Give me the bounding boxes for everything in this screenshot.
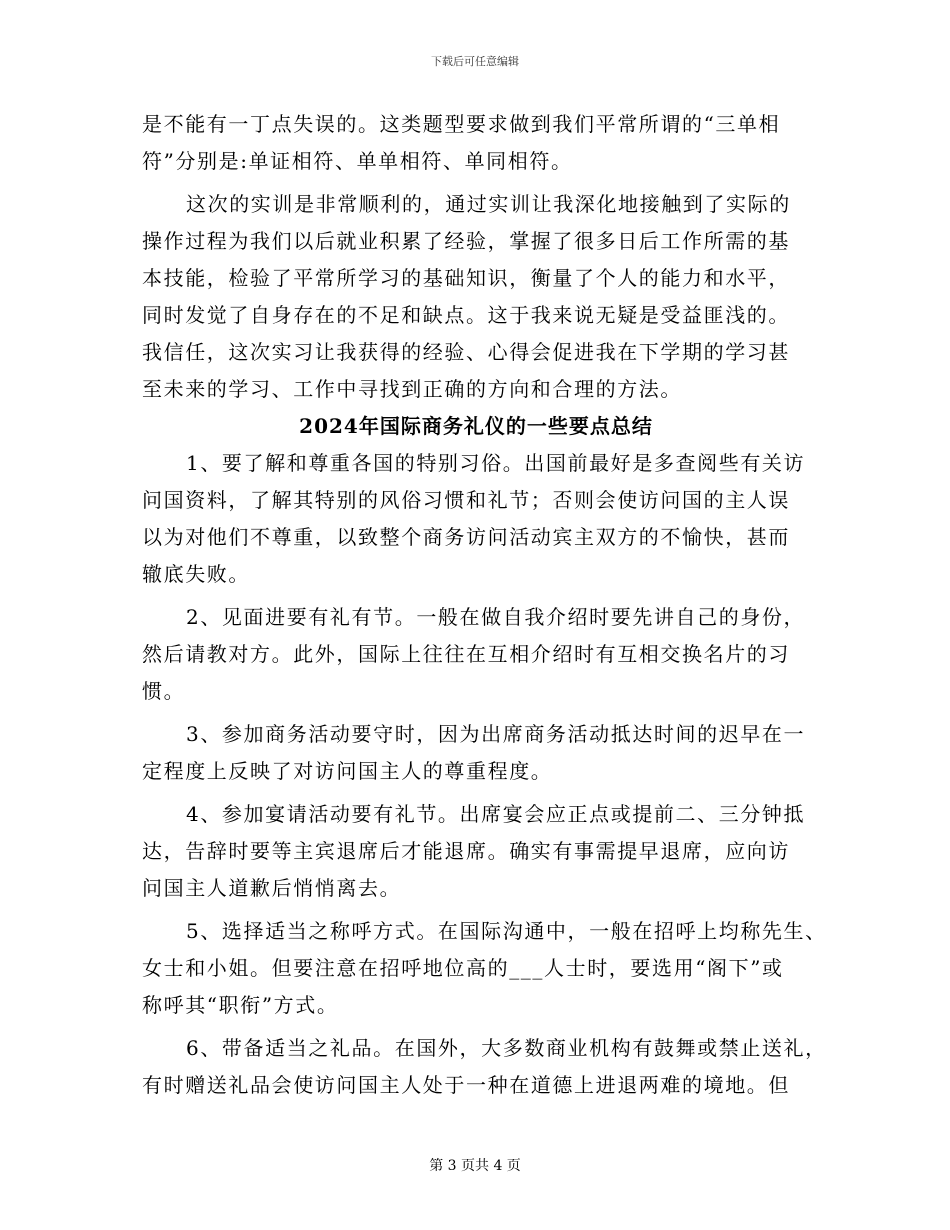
text-line: 女士和小姐。但要注意在招呼地位高的___人士时，要选用“阁下”或 (142, 956, 784, 980)
page-header: 下载后可任意编辑 (431, 55, 519, 68)
list-item (142, 1030, 827, 1104)
paragraph (142, 106, 810, 180)
text-line: 本技能，检验了平常所学习的基础知识，衡量了个人的能力和水平， (142, 266, 790, 290)
text-line: 然后请教对方。此外，国际上往往在互相介绍时有互相交换名片的习 (142, 642, 790, 666)
text-line: 3、参加商务活动要守时，因为出席商务活动抵达时间的迟早在一 (186, 722, 806, 746)
text-line: 同时发觉了自身存在的不足和缺点。这于我来说无疑是受益匪浅的。 (142, 303, 790, 327)
text-line: 1、要了解和尊重各国的特别习俗。出国前最好是多查阅些有关访 (186, 451, 806, 475)
list-item (142, 716, 810, 790)
text-line: 我信任，这次实习让我获得的经验、心得会促进我在下学期的学习甚 (142, 340, 790, 364)
text-line: 问国资料，了解其特别的风俗习惯和礼节；否则会使访问国的主人误 (142, 488, 790, 512)
text-line: 问国主人道歉后悄悄离去。 (142, 876, 402, 900)
text-line: 5、选择适当之称呼方式。在国际沟通中，一般在招呼上均称先生、 (186, 919, 827, 943)
text-line: 达，告辞时要等主宾退席后才能退席。确实有事需提早退席，应向访 (142, 839, 790, 863)
text-line: 符”分别是:单证相符、单单相符、单同相符。 (142, 149, 573, 173)
text-line: 2、见面进要有礼有节。一般在做自我介绍时要先讲自己的身份， (186, 605, 806, 629)
text-line: 至未来的学习、工作中寻找到正确的方向和合理的方法。 (142, 377, 682, 401)
text-line: 是不能有一丁点失误的。这类题型要求做到我们平常所谓的“三单相 (142, 112, 781, 136)
paragraph (142, 186, 810, 408)
text-line: 称呼其“职衔”方式。 (142, 993, 339, 1017)
list-item (142, 796, 810, 907)
text-line: 定程度上反映了对访问国主人的尊重程度。 (142, 759, 553, 783)
list-item (142, 599, 810, 710)
text-line: 以为对他们不尊重，以致整个商务访问活动宾主双方的不愉快，甚而 (142, 525, 790, 549)
document-body (142, 106, 827, 1104)
text-line: 操作过程为我们以后就业积累了经验，掌握了很多日后工作所需的基 (142, 229, 790, 253)
text-line: 这次的实训是非常顺利的，通过实训让我深化地接触到了实际的 (186, 192, 791, 216)
list-item (142, 913, 827, 1024)
list-item (142, 445, 810, 593)
text-line: 有时赠送礼品会使访问国主人处于一种在道德上进退两难的境地。但 (142, 1073, 790, 1097)
text-line: 6、带备适当之礼品。在国外，大多数商业机构有鼓舞或禁止送礼， (186, 1036, 827, 1060)
page-footer: 第 3 页共 4 页 (429, 1158, 521, 1174)
text-line: 辙底失败。 (142, 562, 250, 586)
section-title: 2024年国际商务礼仪的一些要点总结 (299, 414, 653, 438)
text-line: 惯。 (142, 679, 186, 703)
text-line: 4、参加宴请活动要有礼节。出席宴会应正点或提前二、三分钟抵 (186, 802, 806, 826)
